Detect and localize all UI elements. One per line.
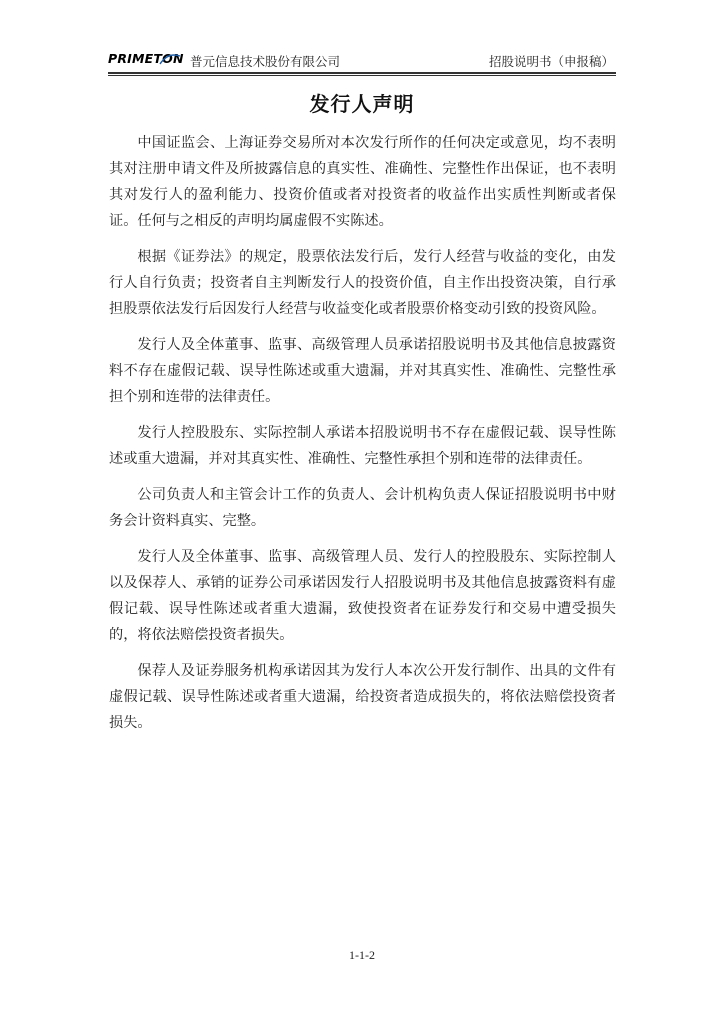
company-name: 普元信息技术股份有限公司: [190, 54, 341, 69]
paragraph: 根据《证券法》的规定，股票依法发行后，发行人经营与收益的变化，由发行人自行负责；投资者自主判断发行人的投资价值，自主作出投资决策，自行承担股票依法发行后因发行人经营与收益变化或者股票价格变动引致的投资风险。: [109, 249, 616, 317]
header-rule-thin: [108, 75, 616, 76]
paragraph: 中国证监会、上海证券交易所对本次发行所作的任何决定或意见，均不表明其对注册申请文件及所披露信息的真实性、准确性、完整性作出保证，也不表明其对发行人的盈利能力、投资价值或者对投资者的收益作出实质性判断或者保证。任何与之相反的声明均属虚假不实陈述。: [109, 135, 616, 229]
paragraph: 保荐人及证券服务机构承诺因其为发行人本次公开发行制作、出具的文件有虚假记载、误导性陈述或者重大遗漏，给投资者造成损失的，将依法赔偿投资者损失。: [109, 663, 616, 731]
primeton-logo: [108, 50, 188, 68]
paragraph: 发行人及全体董事、监事、高级管理人员承诺招股说明书及其他信息披露资料不存在虚假记载、误导性陈述或重大遗漏，并对其真实性、准确性、完整性承担个别和连带的法律责任。: [109, 337, 616, 405]
paragraph: 公司负责人和主管会计工作的负责人、会计机构负责人保证招股说明书中财务会计资料真实、完整。: [109, 487, 616, 529]
page-number: 1-1-2: [349, 948, 375, 962]
page-header: [108, 50, 616, 74]
page-title: 发行人声明: [309, 92, 415, 116]
declaration-body: [109, 130, 616, 746]
logo-text: PRIMETON: [108, 51, 184, 66]
document-type: 招股说明书（申报稿）: [488, 54, 614, 69]
header-rule-thick: [108, 72, 616, 74]
paragraph: 发行人及全体董事、监事、高级管理人员、发行人的控股股东、实际控制人以及保荐人、承销的证券公司承诺因发行人招股说明书及其他信息披露资料有虚假记载、误导性陈述或者重大遗漏，致使投资者在证券发行和交易中遭受损失的，将依法赔偿投资者损失。: [109, 549, 616, 643]
paragraph: 发行人控股股东、实际控制人承诺本招股说明书不存在虚假记载、误导性陈述或重大遗漏，并对其真实性、准确性、完整性承担个别和连带的法律责任。: [109, 425, 616, 467]
